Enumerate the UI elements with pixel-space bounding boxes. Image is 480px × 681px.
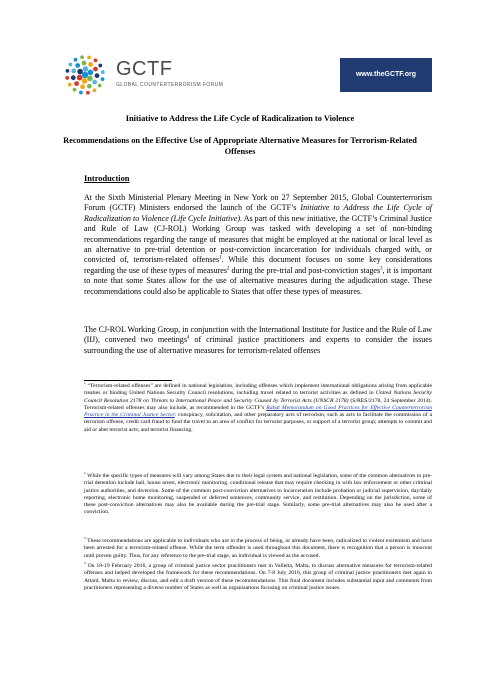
logo-dot [73,88,77,92]
footnote-text: On 18-19 February 2016, a group of criminal justice sector practitioners met in Valletta, Malta, to discuss alternative measures for terrorism-related offenses and helped developed the framework for these recommendations. On 7-8 July 2016, this group of criminal justice practitioners met again in Attard, Malta to review, discuss, and edit a draft version of these recommendations. This final document includes substantial input and comments from practitioners representing a diverse number of States as well as organizations focusing on criminal justice issues. [84,563,432,591]
footnote-text: : conspiracy, solicitation, and other preparatory acts of terrorism, such as acts to facilitate the commission of a terrorism offense, credit card fraud to fund the travel to an area of conflict for terrorist purposes, or support of a terrorist group; attempts to commit and aid or abet terrorist acts; and terrorist financing. [84,412,432,433]
p1-text: , it is important to note that some States allow for the use of alternative measures during the adjudication stage. These recommendations could also be applicable to States that offer these types of measures. [84,265,432,296]
logo-dot [86,91,90,95]
footnote-2 [84,473,432,517]
logo-dot [74,58,78,62]
introduction-heading: Introduction [84,174,130,183]
p2-text: The CJ-ROL Working Group, in conjunction with the International Institute for Justice and the Rule of Law (IIJ), convened two meetings [84,325,432,345]
logo-dot [87,76,93,82]
footnote-ref-3[interactable]: 3 [380,266,383,272]
logo-dot [101,70,105,74]
logo-dot [77,75,83,81]
footnote-number: 3 [84,536,86,541]
initiative-title: Initiative to Address the Life Cycle of Radicalization to Violence [125,114,355,123]
footnote-1 [84,383,432,434]
logo-dot [75,63,80,68]
logo-dot [82,72,88,78]
website-url-banner[interactable]: www.theGCTF.org [340,58,432,92]
footnote-text: (S/RES/2178, 24 September 2014). Terrorism-related offenses may also include, as recommended in the GCTF’s [84,397,432,411]
p1-text: . While this document focuses on some key considerations regarding the use of these types of measures [84,255,433,275]
logo-dot [80,55,84,59]
document-header [58,46,432,104]
footnote-ref-4[interactable]: 4 [186,335,190,341]
logo-name: GCTF [116,58,173,80]
p1-text: during the pre-trial and post-conviction stages [229,265,381,275]
footnote-text: “Terrorism-related offenses” are defined in national legislation, including offenses which implement international obligations arising from applicable treaties or binding United Nations Security Council resolutions, including travel related to terrorist activities as defined in [84,383,432,397]
footnote-4 [84,563,432,592]
logo-dot [98,64,102,68]
recommendations-title: Recommendations on the Effective Use of Appropriate Alternative Measures for Terrorism-Related Offenses [63,136,417,156]
logo-dot [71,69,76,74]
logo-dot [77,69,83,75]
resolution-title: United Nations Security Council Resolution 2178 on Threats to International Peace and Security Caused by Terrorist Acts (UNSCR 2178) [84,390,433,404]
footnote-3 [84,538,432,560]
logo-dot [82,61,87,66]
logo-dot [71,75,76,80]
logo-dot [68,83,72,87]
logo-dot [83,66,89,72]
logo-dot [88,62,93,67]
logo-dot [79,91,83,95]
rabat-memorandum-link[interactable]: Rabat Memorandum on Good Practices for Effective Counterterrorism Practice in the Criminal Justice Sector [84,404,433,419]
logo-subtitle: GLOBAL COUNTERTERRORISM FORUM [116,82,224,88]
logo-dot [74,81,79,86]
footnote-number: 4 [84,561,86,566]
logo-dot [95,73,100,78]
initiative-name: Initiative to Address the Life Cycle of Radicalization to Violence (Life Cycle Initiative). [84,203,432,223]
footnote-text: These recommendations are applicable to individuals who are in the process of being, or already have been, radicalized to violent extremism and have been arrested for a terrorism-related offense. While the term offender is used throughout this document, there is recognition that a person is innocent until proven guilty. Thus, for any reference to the pre-trial stage, an individual is viewed as the accused. [84,538,432,559]
logo-dot [98,84,102,88]
footnote-number: 2 [84,471,86,476]
logo-dot [66,69,70,73]
footnote-number: 1 [84,381,86,386]
intro-paragraph-1 [84,193,432,297]
logo-dot [82,78,88,84]
logo-dot [88,70,94,76]
logo-dot [87,84,92,89]
footnote-separator [84,380,172,381]
p2-text: of criminal justice practitioners and experts to consider the issues surrounding the use of alternative measures for terrorism-related offenses [84,335,432,355]
logo-dot [65,76,69,80]
footnote-text: While the specific types of measures will vary among States due to their legal system and national legislation, some of the common alternatives to pre-trial detention include bail, house arrest, electronic monitoring, conditional release that may require checking in with law enforcement or other criminal justice authorities, and diversion. Some of the common post-conviction alternatives to incarceration include probation or judicial supervision, day/daily reporting, electronic home monitoring, suspended or deferred sentences, community service, and restitution. Depending on the jurisdiction, some of these post-conviction alternatives may also be available during the pre-trial stage. Similarly, some pre-trial alternatives may also be used after a conviction. [84,473,432,516]
logo-dot [80,84,85,89]
logo-dot [92,80,97,85]
logo-dot [68,63,72,67]
logo-dot [93,88,97,92]
footnote-ref-1[interactable]: 1 [219,255,222,261]
p1-text: As part of this new initiative, the GCTF’s Criminal Justice and Rule of Law (CJ-ROL) Working Group was tasked with developing a set of non-binding recommendations regarding the range of measures that might be employed at the national or local level as an alternative to pre-trial detention or post-conviction incarceration for individuals charged with, or convicted of, terrorism-related offenses [84,213,432,265]
intro-paragraph-2 [84,325,432,356]
footnote-ref-2[interactable]: 2 [226,266,230,272]
document-titles [60,113,420,157]
logo-dot [101,77,105,81]
logo-dot [94,58,98,62]
logo-dot [93,67,98,72]
gctf-globe-logo-icon [62,52,108,98]
p1-text: At the Sixth Ministerial Plenary Meeting in New York on 27 September 2015, Global Counterterrorism Forum (GCTF) Ministers endorsed the launch of the GCTF’s [84,193,432,213]
logo-dot [87,56,91,60]
